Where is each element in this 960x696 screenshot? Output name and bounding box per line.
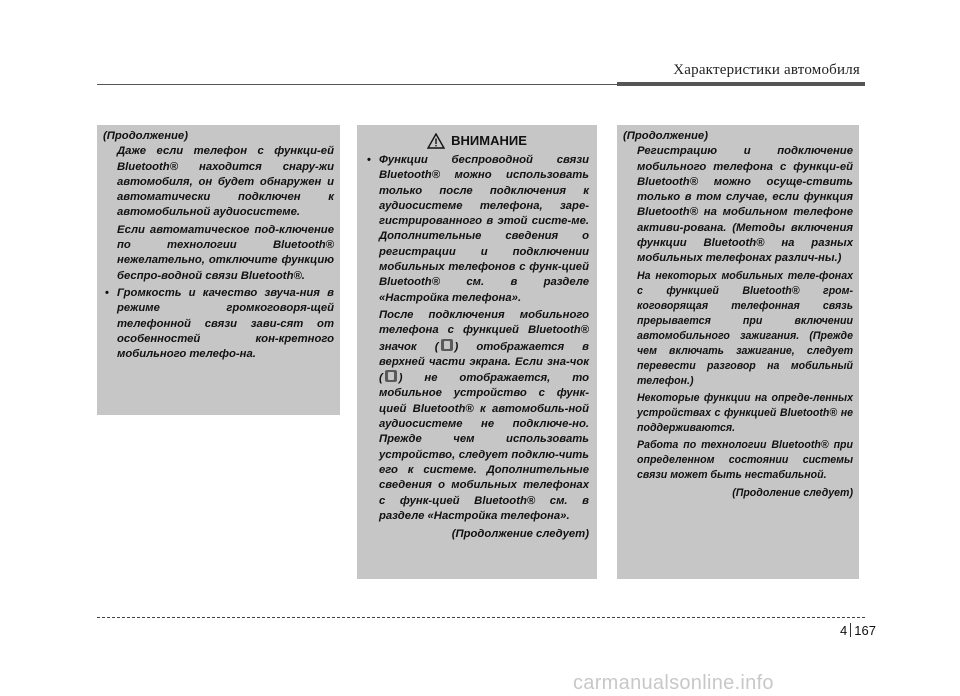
page-number-separator	[850, 623, 851, 637]
warning-bullet-1: • Функции беспроводной связи Bluetooth® можно использовать только после подключения к аудиосистеме телефона, заре-гистрированного в этой систе-ме. Дополнительные сведения о регистрации и подключении мобильных телефонов с функ-цией Bluetooth® см. в разделе «Настройка телефона».	[365, 153, 589, 306]
right-paragraph-3: Некоторые функции на опреде-ленных устройствах с функцией Bluetooth® не поддерживаются.	[637, 391, 853, 434]
left-paragraph-2: Если автоматическое под-ключение по технологии Bluetooth® нежелательно, отключите функцию беспро-водной связи Bluetooth®.	[117, 223, 334, 282]
right-paragraph-1: Регистрацию и подключение мобильного телефона с функци-ей Bluetooth® можно осуще-ствить только в том случае, если функция Bluetooth® на мобильном телефоне активи-рована. (Методы включения функции Bluetooth® на разных мобильных телефонах различ-ны.)	[637, 145, 853, 265]
chapter-number: 4	[840, 623, 848, 638]
page-number-value: 167	[854, 623, 876, 638]
warning-paragraph-2-part-a: После подключения мобильного телефона с функцией Bluetooth® значок (	[379, 308, 589, 353]
warning-title: ВНИМАНИЕ	[451, 133, 527, 149]
continued-next-label: (Продолжение следует)	[451, 528, 589, 541]
right-info-panel	[617, 125, 859, 579]
warning-triangle-icon	[427, 133, 445, 149]
warning-header	[365, 131, 589, 151]
footer-divider	[97, 617, 865, 618]
left-bullet-1: • Громкость и качество звуча-ния в режиме громкоговоря-щей телефонной связи зави-сят от особенностей кон-кретного мобильного телефо-на.	[103, 286, 334, 362]
left-paragraph-1: Даже если телефон с функци-ей Bluetooth® находится снару-жи автомобиля, он будет обнаружен и автоматически подключен к автомобильной аудиосистеме.	[117, 145, 334, 219]
warning-panel	[357, 125, 597, 579]
warning-paragraph-2-part-c: ) не отображается, то мобильное устройство с функ-цией Bluetooth® к автомобиль-ной аудиосистеме не подключе-но. Прежде чем использовать устройство, следует подклю-чить его к системе. Дополнительные сведения о мобильных телефонах с функ-цией Bluetooth® см. в разделе «Настройка телефона».	[379, 372, 589, 522]
page-header-title: Характеристики автомобиля	[673, 62, 860, 78]
left-info-panel	[97, 125, 340, 415]
continued-label-right: (Продолжение)	[623, 130, 708, 142]
right-paragraph-2: На некоторых мобильных теле-фонах с функцией Bluetooth® гром-коговорящая телефонная связь прерывается при включении автомобильного зажигания. (Прежде чем включать зажигание, следует перевести разговор на мобильный телефон.)	[637, 269, 853, 387]
continued-next-label-right: (Продоление следует)	[732, 486, 853, 499]
page-number	[840, 623, 876, 638]
warning-paragraph-2-part-b: ) отображается в верхней части экрана. Если зна-чок (	[379, 340, 590, 385]
bluetooth-phone-icon	[441, 339, 453, 351]
warning-paragraph-2	[365, 308, 589, 524]
watermark-text: carmanualsonline.info	[573, 672, 774, 694]
header-divider-accent	[617, 82, 865, 86]
right-paragraph-4: Работа по технологии Bluetooth® при определенном состоянии системы связи может быть нестабильной.	[637, 438, 853, 481]
bluetooth-phone-icon-2	[385, 370, 397, 382]
continued-label: (Продолжение)	[103, 130, 188, 142]
